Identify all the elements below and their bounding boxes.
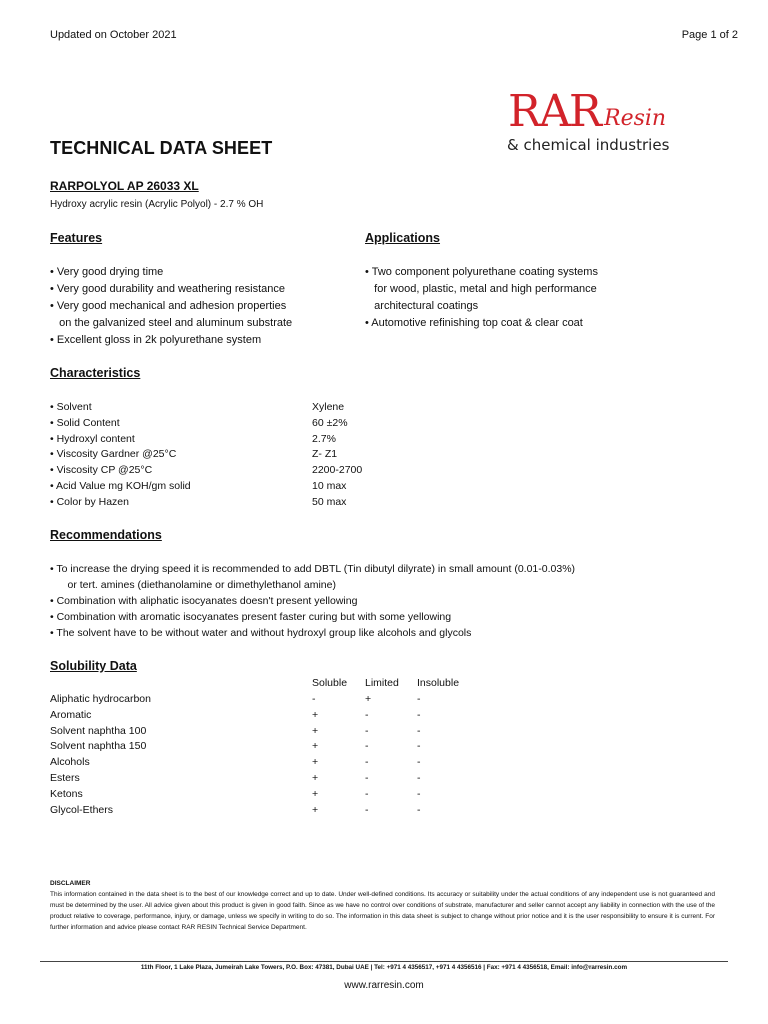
table-row — [50, 724, 510, 740]
limited-mark: - — [365, 787, 369, 800]
property-value: 2200-2700 — [312, 464, 363, 477]
soluble-mark: + — [312, 708, 319, 721]
applications-list — [365, 264, 598, 332]
limited-mark: - — [365, 803, 369, 816]
solvent-name: Solvent naphtha 150 — [50, 740, 147, 753]
footer-website[interactable]: www.rarresin.com — [344, 980, 424, 991]
limited-mark: - — [365, 724, 369, 737]
recommendations-heading: Recommendations — [50, 528, 162, 542]
limited-mark: - — [365, 771, 369, 784]
solvent-name: Alcohols — [50, 756, 90, 769]
list-item: • Excellent gloss in 2k polyurethane system — [50, 334, 262, 346]
limited-mark: - — [365, 756, 369, 769]
table-row — [50, 463, 450, 479]
table-row — [50, 787, 510, 803]
property-value: 50 max — [312, 495, 347, 508]
insoluble-mark: - — [417, 771, 421, 784]
characteristics-table — [50, 400, 450, 511]
solubility-heading: Solubility Data — [50, 659, 137, 673]
soluble-mark: + — [312, 787, 319, 800]
features-list — [50, 264, 292, 349]
property-value: Xylene — [312, 401, 345, 413]
table-row — [50, 755, 510, 771]
list-item: • Two component polyurethane coating systems — [365, 266, 598, 278]
insoluble-mark: - — [417, 787, 421, 800]
soluble-mark: + — [312, 803, 319, 816]
column-header: Limited — [365, 677, 399, 689]
property-label: • Viscosity CP @25°C — [50, 464, 153, 477]
table-row — [50, 708, 510, 724]
solvent-name: Ketons — [50, 787, 83, 800]
logo-resin-text: Resin — [604, 106, 667, 131]
property-label: • Acid Value mg KOH/gm solid — [50, 479, 191, 492]
limited-mark: + — [365, 693, 372, 705]
applications-heading: Applications — [365, 231, 441, 245]
insoluble-mark: - — [417, 724, 421, 737]
list-item: • Combination with aromatic isocyanates present faster curing but with some yellowing — [50, 611, 452, 623]
table-header-row — [50, 676, 510, 692]
product-name: RARPOLYOL AP 26033 XL — [50, 179, 199, 193]
table-row — [50, 739, 510, 755]
page-number: Page 1 of 2 — [681, 29, 738, 41]
list-item: architectural coatings — [365, 300, 479, 312]
logo-subtitle: & chemical industries — [507, 136, 670, 154]
insoluble-mark: - — [417, 756, 421, 769]
solubility-table — [50, 676, 510, 826]
disclaimer-heading: DISCLAIMER — [50, 880, 91, 887]
property-label: • Viscosity Gardner @25°C — [50, 448, 177, 461]
characteristics-heading: Characteristics — [50, 366, 141, 380]
property-label: • Solvent — [50, 401, 92, 413]
table-row — [50, 416, 450, 432]
list-item: • Automotive refinishing top coat & clear coat — [365, 317, 583, 329]
list-item: • The solvent have to be without water and without hydroxyl group like alcohols and glycols — [50, 627, 472, 639]
column-header: Insoluble — [417, 677, 460, 689]
features-heading: Features — [50, 231, 103, 245]
page-title: TECHNICAL DATA SHEET — [50, 138, 273, 158]
updated-date: Updated on October 2021 — [50, 29, 177, 41]
limited-mark: - — [365, 708, 369, 721]
table-row — [50, 803, 510, 819]
solvent-name: Esters — [50, 771, 80, 784]
list-item: for wood, plastic, metal and high performance — [365, 283, 597, 295]
property-value: 10 max — [312, 479, 347, 492]
product-description: Hydroxy acrylic resin (Acrylic Polyol) - 2.7 % OH — [50, 199, 264, 210]
table-row — [50, 479, 450, 495]
table-row — [50, 400, 450, 416]
list-item: • Combination with aliphatic isocyanates doesn't present yellowing — [50, 595, 358, 607]
soluble-mark: + — [312, 740, 319, 753]
soluble-mark: - — [312, 693, 316, 705]
insoluble-mark: - — [417, 740, 421, 753]
table-row — [50, 432, 450, 448]
table-row — [50, 771, 510, 787]
property-label: • Color by Hazen — [50, 495, 129, 508]
solvent-name: Glycol-Ethers — [50, 803, 114, 816]
list-item: • To increase the drying speed it is recommended to add DBTL (Tin dibutyl dilyrate) in small amount (0.01-0.03%) — [50, 563, 576, 575]
insoluble-mark: - — [417, 803, 421, 816]
list-item: or tert. amines (diethanolamine or dimethylethanol amine) — [50, 579, 336, 591]
soluble-mark: + — [312, 724, 319, 737]
list-item: • Very good mechanical and adhesion properties — [50, 300, 287, 312]
property-label: • Solid Content — [50, 416, 120, 429]
footer-address: 11th Floor, 1 Lake Plaza, Jumeirah Lake Towers, P.O. Box: 47381, Dubai UAE | Tel: +971 4 4356517, +971 4 4356516 | Fax: +971 4 4356518, Email: info@rarresin.com — [140, 964, 628, 971]
property-label: • Hydroxyl content — [50, 432, 135, 445]
property-value: Z- Z1 — [312, 448, 338, 461]
limited-mark: - — [365, 740, 369, 753]
list-item: on the galvanized steel and aluminum substrate — [50, 317, 293, 329]
column-header: Soluble — [312, 677, 348, 689]
insoluble-mark: - — [417, 693, 421, 705]
insoluble-mark: - — [417, 708, 421, 721]
table-row — [50, 447, 450, 463]
list-item: • Very good drying time — [50, 266, 164, 278]
solvent-name: Aromatic — [50, 708, 92, 721]
logo-rar-text: RAR — [508, 86, 601, 137]
recommendations-list — [50, 561, 575, 641]
company-logo — [507, 86, 708, 162]
property-value: 60 ±2% — [312, 416, 348, 429]
table-row — [50, 692, 510, 708]
soluble-mark: + — [312, 771, 319, 784]
soluble-mark: + — [312, 756, 319, 769]
solvent-name: Aliphatic hydrocarbon — [50, 693, 151, 705]
list-item: • Very good durability and weathering resistance — [50, 283, 285, 295]
table-row — [50, 495, 450, 511]
disclaimer-text: This information contained in the data sheet is to the best of our knowledge correct and up to date. Under well-defined conditions. Its accuracy or suitability under the actual conditions of any independent use is not guaranteed and must be determined by the user. All advice given about this product is given in good faith. Since as we have no control over conditions of substrate, manufacturer and seller cannot accept any liability in connection with the use of the product relative to coverage, performance, injury, or damage, unless we specify in writing to do so. The information in this data sheet is subject to change without prior notice and it is the user responsibility to ensure it is current. For further information and advice please contact RAR RESIN Technical Service Department. — [50, 891, 715, 931]
solvent-name: Solvent naphtha 100 — [50, 724, 147, 737]
property-value: 2.7% — [312, 432, 336, 445]
footer-divider — [40, 961, 728, 962]
